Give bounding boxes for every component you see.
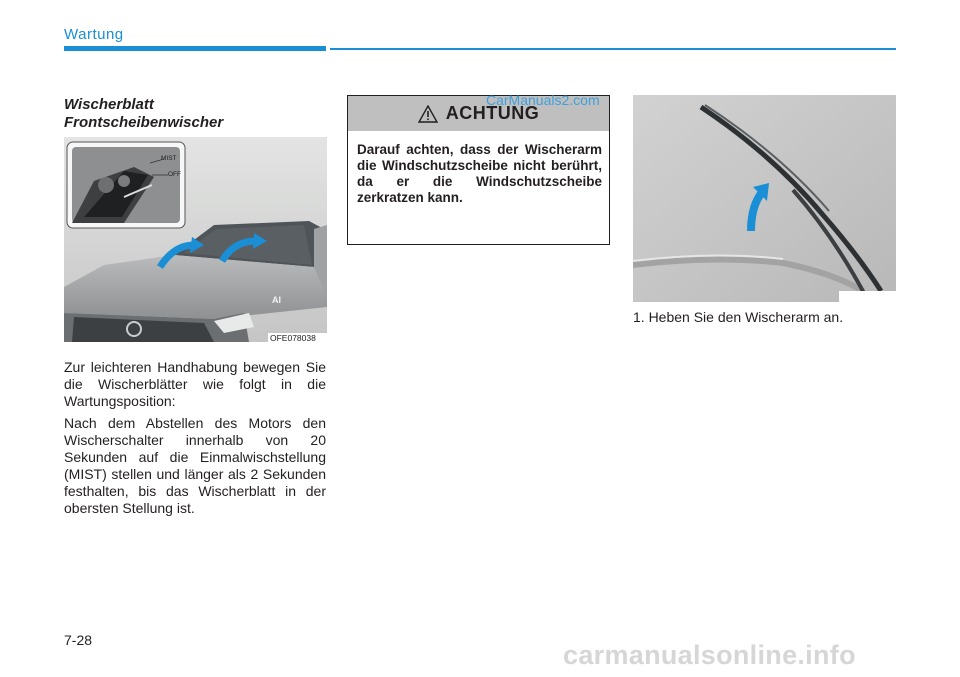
caution-text: Darauf achten, dass der Wischerarm die Windschutzscheibe nicht berührt, da er die Windschutzscheibe zerkratzen kann. (357, 142, 602, 205)
wiper-arm-raised-photo (633, 95, 896, 302)
subsection-heading (64, 96, 328, 132)
header-rule-thick (64, 46, 326, 51)
car-wiper-switch-photo (64, 137, 327, 342)
header-rule-thin (330, 48, 896, 50)
instruction-paragraph: Nach dem Abstellen des Motors den Wischerschalter innerhalb von 20 Sekunden auf die Einmalwischstellung (MIST) stellen und länger als 2 Sekunden festhalten, bis das Wischerblatt in der obersten Stellung ist. (64, 415, 326, 516)
step-1-text: 1. Heben Sie den Wischerarm an. (633, 309, 844, 325)
watermark-bottom: carmanualsonline.info (563, 640, 856, 670)
section-title: Wartung (64, 26, 124, 43)
page-number: 7-28 (64, 632, 93, 648)
caution-title: ACHTUNG (445, 103, 540, 123)
warning-triangle-icon (418, 105, 438, 123)
heading-line-2: Frontscheibenwischer (64, 114, 224, 131)
mist-label: MIST (161, 155, 177, 162)
off-label: OFF (168, 171, 181, 178)
heading-line-1: Wischerblatt (64, 96, 154, 113)
car-badge: AI (272, 295, 281, 305)
figure-code: OFE078038 (270, 333, 316, 342)
watermark-top: CarManuals2.com (486, 92, 600, 108)
intro-paragraph: Zur leichteren Handhabung bewegen Sie die Wischerblätter wie folgt in die Wartungsposition: (64, 359, 326, 409)
caution-box (347, 95, 610, 245)
